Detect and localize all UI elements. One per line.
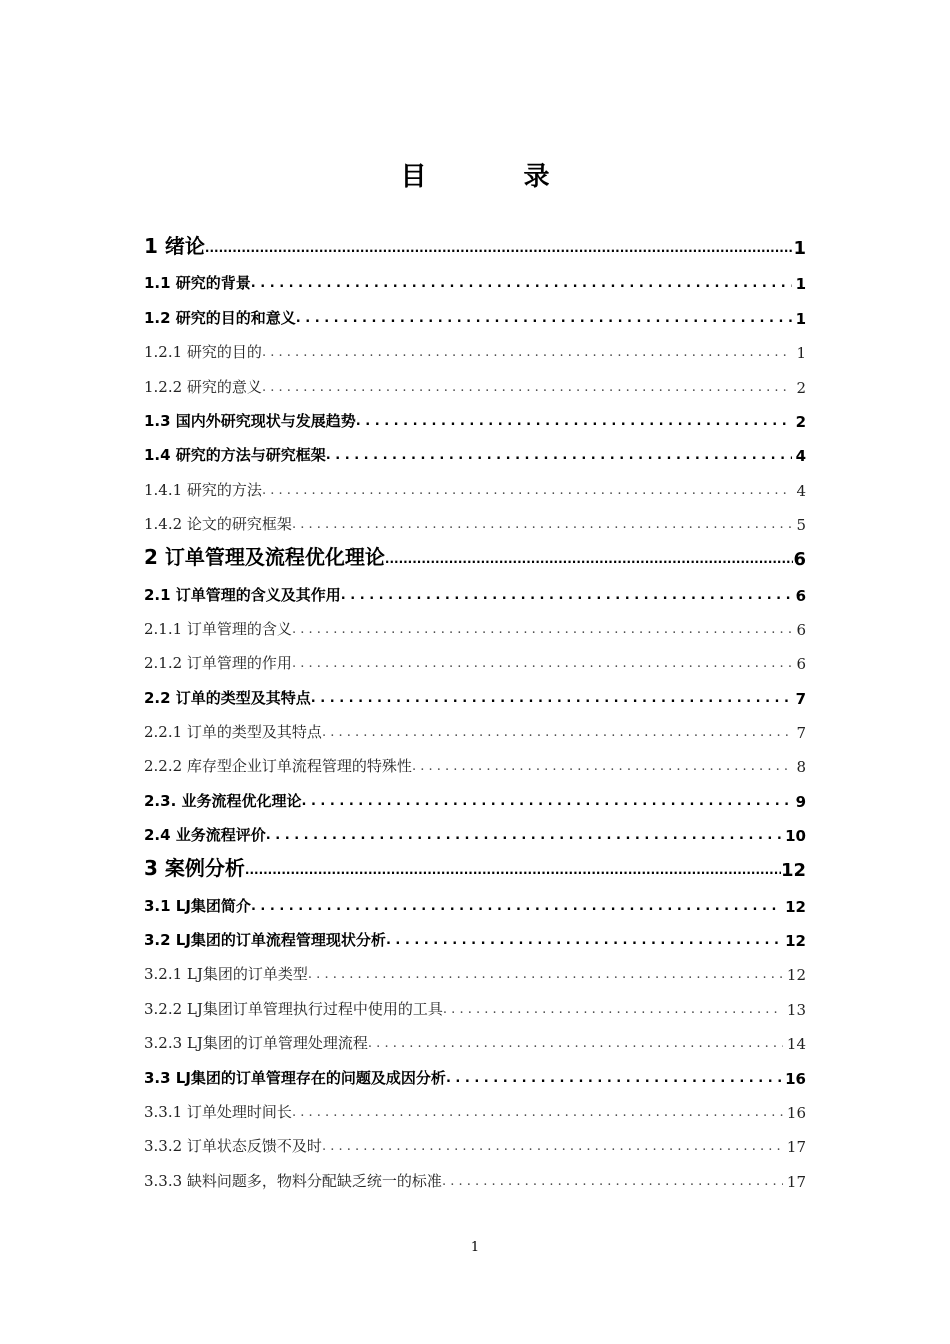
toc-entry[interactable] xyxy=(144,328,806,362)
toc-entry-page: 9 xyxy=(795,792,806,811)
toc-entry-page: 13 xyxy=(786,1000,806,1019)
page-number: 1 xyxy=(470,1240,480,1255)
toc-leader-dots xyxy=(322,1139,783,1156)
toc-entry-title: 1.1 研究的背景 xyxy=(144,274,251,293)
toc-entry[interactable] xyxy=(144,397,806,431)
toc-entry[interactable] xyxy=(144,916,806,950)
toc-entry-page: 6 xyxy=(795,586,806,605)
toc-entry-page: 2 xyxy=(796,378,806,397)
toc-leader-dots xyxy=(251,276,792,293)
toc-entry-page: 17 xyxy=(786,1172,806,1191)
toc-entry-title: 1.4 研究的方法与研究框架 xyxy=(144,446,326,465)
toc-entry[interactable] xyxy=(144,1122,806,1156)
toc-entry-title: 1.4.1 研究的方法 xyxy=(144,480,262,499)
toc-entry-title: 3.1 LJ集团简介 xyxy=(144,896,251,915)
toc-entry[interactable] xyxy=(144,223,806,259)
toc-entry-title: 2.2.2 库存型企业订单流程管理的特殊性 xyxy=(144,757,412,776)
toc-entry[interactable] xyxy=(144,950,806,984)
toc-entry[interactable] xyxy=(144,673,806,707)
toc-leader-dots xyxy=(245,863,781,881)
toc-entry-title: 3.3.1 订单处理时间长 xyxy=(144,1102,292,1121)
toc-leader-dots xyxy=(251,899,781,916)
toc-leader-dots xyxy=(442,1174,783,1191)
toc-entry[interactable] xyxy=(144,1156,806,1190)
toc-entry[interactable] xyxy=(144,1088,806,1122)
toc-leader-dots xyxy=(311,691,792,708)
toc-entry[interactable] xyxy=(144,845,806,881)
toc-entry-title: 3.3 LJ集团的订单管理存在的问题及成因分析 xyxy=(144,1068,446,1087)
toc-entry-page: 1 xyxy=(795,275,806,294)
toc-entry-page: 16 xyxy=(785,1069,806,1088)
toc-entry-page: 6 xyxy=(796,620,806,639)
toc-entry[interactable] xyxy=(144,570,806,604)
toc-entry-title: 3.3.3 缺料问题多，物料分配缺乏统一的标准 xyxy=(144,1171,442,1190)
toc-entry-page: 7 xyxy=(796,724,806,743)
toc-entry[interactable] xyxy=(144,431,806,465)
toc-entry-title: 3.2.1 LJ集团的订单类型 xyxy=(144,965,308,984)
toc-entry-page: 12 xyxy=(785,932,806,951)
toc-entry[interactable] xyxy=(144,881,806,915)
toc-entry-page: 1 xyxy=(795,309,806,328)
toc-entry-page: 17 xyxy=(786,1138,806,1157)
toc-entry-title: 2.3. 业务流程优化理论 xyxy=(144,791,302,810)
toc-entry[interactable] xyxy=(144,465,806,499)
toc-entry-title: 2.2.1 订单的类型及其特点 xyxy=(144,723,322,742)
toc-entry-title: 1.2.1 研究的目的 xyxy=(144,343,262,362)
toc-entry[interactable] xyxy=(144,605,806,639)
toc-entry-page: 5 xyxy=(796,516,806,535)
toc-entry[interactable] xyxy=(144,984,806,1018)
toc-leader-dots xyxy=(296,311,792,328)
toc-entry-title: 3 案例分析 xyxy=(144,856,245,881)
toc-leader-dots xyxy=(322,725,793,742)
toc-entry-title: 2.4 业务流程评价 xyxy=(144,826,266,845)
page-title: 目 录 xyxy=(400,162,594,192)
toc-leader-dots xyxy=(292,1105,783,1122)
toc-leader-dots xyxy=(386,933,781,950)
toc-leader-dots xyxy=(302,794,792,811)
toc-entry-title: 2.2 订单的类型及其特点 xyxy=(144,688,311,707)
toc-entry-page: 12 xyxy=(780,860,806,882)
toc-entry-page: 7 xyxy=(795,689,806,708)
toc-entry-title: 2.1.2 订单管理的作用 xyxy=(144,654,292,673)
toc-leader-dots xyxy=(205,241,794,259)
toc-leader-dots xyxy=(292,656,793,673)
toc-entry-title: 2.1.1 订单管理的含义 xyxy=(144,619,292,638)
toc-leader-dots xyxy=(356,414,792,431)
toc-leader-dots xyxy=(292,517,793,534)
toc-entry-page: 12 xyxy=(786,966,806,985)
toc-entry-page: 1 xyxy=(793,238,806,259)
toc-leader-dots xyxy=(385,552,794,570)
toc-entry-page: 6 xyxy=(796,655,806,674)
toc-entry-page: 4 xyxy=(795,447,806,466)
toc-entry-page: 1 xyxy=(796,344,806,363)
toc-leader-dots xyxy=(262,345,793,362)
toc-entry-title: 3.2.3 LJ集团的订单管理处理流程 xyxy=(144,1034,368,1053)
toc-entry[interactable] xyxy=(144,742,806,776)
toc-entry[interactable] xyxy=(144,500,806,534)
toc-entry[interactable] xyxy=(144,293,806,327)
toc-entry[interactable] xyxy=(144,259,806,293)
toc-entry-page: 12 xyxy=(785,897,806,916)
toc-entry-title: 1.2.2 研究的意义 xyxy=(144,377,262,396)
toc-leader-dots xyxy=(262,380,793,397)
toc-leader-dots xyxy=(266,828,781,845)
toc-entry-page: 4 xyxy=(796,481,806,500)
toc-leader-dots xyxy=(446,1071,781,1088)
toc-entry[interactable] xyxy=(144,534,806,570)
table-of-contents xyxy=(144,223,806,1191)
toc-entry[interactable] xyxy=(144,639,806,673)
toc-entry-page: 16 xyxy=(786,1103,806,1122)
toc-entry-title: 1.4.2 论文的研究框架 xyxy=(144,515,292,534)
toc-leader-dots xyxy=(341,588,792,605)
toc-leader-dots xyxy=(412,759,793,776)
toc-entry[interactable] xyxy=(144,1053,806,1087)
toc-entry[interactable] xyxy=(144,362,806,396)
toc-entry-title: 3.2 LJ集团的订单流程管理现状分析 xyxy=(144,931,386,950)
toc-entry-title: 2.1 订单管理的含义及其作用 xyxy=(144,585,341,604)
toc-entry-title: 1 绪论 xyxy=(144,234,205,258)
toc-entry[interactable] xyxy=(144,708,806,742)
toc-entry-page: 6 xyxy=(793,549,806,571)
toc-leader-dots xyxy=(292,622,793,639)
toc-leader-dots xyxy=(443,1002,783,1019)
toc-leader-dots xyxy=(368,1036,783,1053)
toc-entry-page: 10 xyxy=(785,827,806,846)
toc-entry-title: 2 订单管理及流程优化理论 xyxy=(144,545,385,570)
toc-entry-title: 1.3 国内外研究现状与发展趋势 xyxy=(144,411,356,430)
toc-entry[interactable] xyxy=(144,811,806,845)
toc-entry[interactable] xyxy=(144,1019,806,1053)
toc-leader-dots xyxy=(308,967,783,984)
toc-entry-page: 2 xyxy=(795,412,806,431)
toc-entry-title: 3.3.2 订单状态反馈不及时 xyxy=(144,1137,322,1156)
toc-entry-title: 3.2.2 LJ集团订单管理执行过程中使用的工具 xyxy=(144,999,443,1018)
toc-entry-page: 14 xyxy=(786,1035,806,1054)
toc-leader-dots xyxy=(262,483,793,500)
toc-leader-dots xyxy=(326,448,792,465)
toc-entry[interactable] xyxy=(144,776,806,810)
toc-entry-title: 1.2 研究的目的和意义 xyxy=(144,308,296,327)
toc-entry-page: 8 xyxy=(796,758,806,777)
